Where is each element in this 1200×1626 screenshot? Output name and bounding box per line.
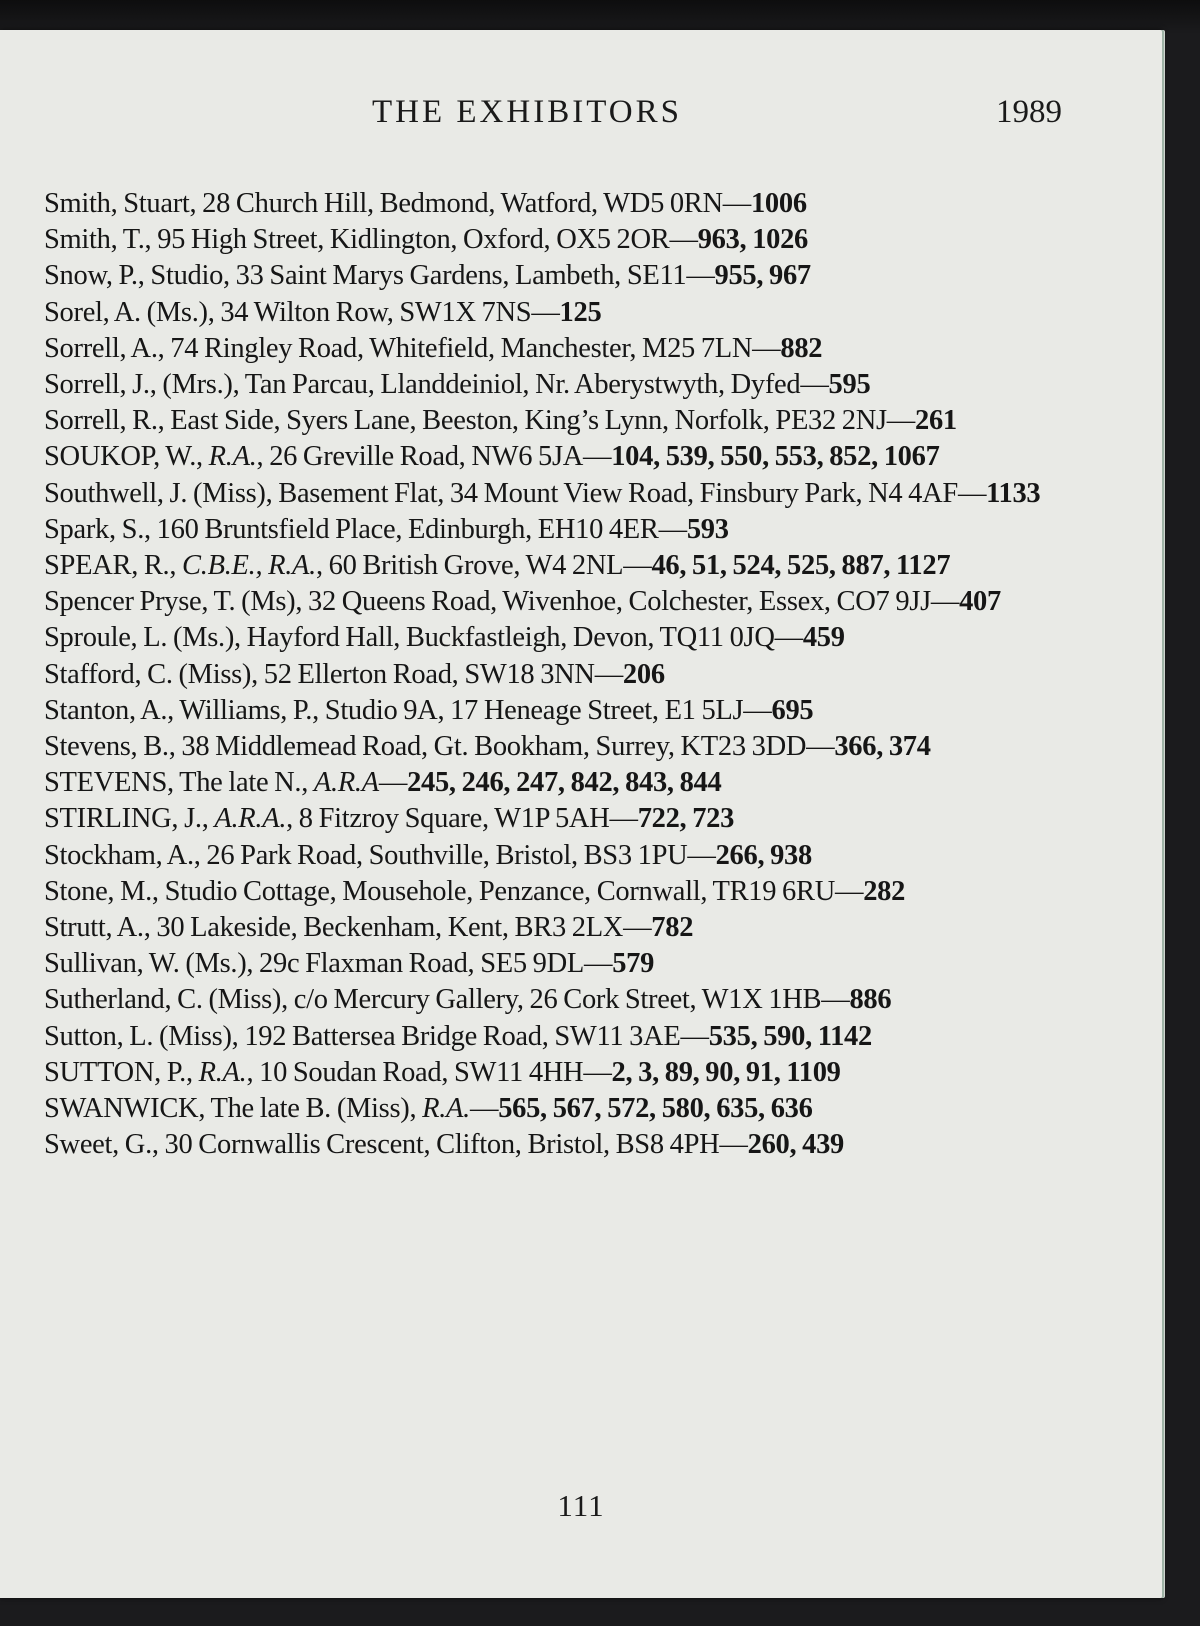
exhibitor-honours: R.A.	[422, 1093, 470, 1125]
exhibitor-name-address: Spark, S., 160 Bruntsfield Place, Edinburgh, EH10 4ER—	[44, 513, 687, 545]
exhibitor-name-address: Stevens, B., 38 Middlemead Road, Gt. Bookham, Surrey, KT23 3DD—	[44, 731, 835, 763]
catalogue-numbers: 782	[651, 912, 694, 944]
exhibitor-entry	[44, 476, 1064, 512]
exhibitor-entry	[44, 1091, 1064, 1127]
exhibitor-name-address: Sutton, L. (Miss), 192 Battersea Bridge Road, SW11 3AE—	[44, 1020, 709, 1052]
exhibitor-name-address: Sorrell, R., East Side, Syers Lane, Beeston, King’s Lynn, Norfolk, PE32 2NJ—	[44, 405, 916, 437]
exhibitor-name-address: Southwell, J. (Miss), Basement Flat, 34 Mount View Road, Finsbury Park, N4 4AF—	[44, 477, 987, 509]
exhibitor-name-address: Stafford, C. (Miss), 52 Ellerton Road, SW18 3NN—	[44, 658, 623, 690]
catalogue-numbers: 722, 723	[637, 803, 735, 835]
exhibitor-entry	[44, 838, 1064, 874]
catalogue-numbers: 595	[828, 369, 871, 401]
exhibitor-name-address: STIRLING, J.,	[44, 803, 215, 835]
exhibitor-address: , 10 Soudan Road, SW11 4HH—	[246, 1056, 612, 1088]
exhibitor-name-address: Stanton, A., Williams, P., Studio 9A, 17 Heneage Street, E1 5LJ—	[44, 694, 772, 726]
exhibitor-name-address: SOUKOP, W.,	[44, 441, 209, 473]
catalogue-numbers: 366, 374	[834, 731, 931, 763]
exhibitor-entry	[44, 295, 1064, 331]
exhibitor-name-address: Spencer Pryse, T. (Ms), 32 Queens Road, Wivenhoe, Colchester, Essex, CO7 9JJ—	[44, 586, 960, 618]
exhibitor-name-address: Sutherland, C. (Miss), c/o Mercury Gallery, 26 Cork Street, W1X 1HB—	[44, 984, 850, 1016]
catalogue-numbers: 261	[915, 405, 957, 437]
exhibitor-entry	[44, 186, 1064, 222]
catalogue-numbers: 695	[771, 694, 814, 726]
catalogue-numbers: 886	[849, 984, 892, 1016]
exhibitor-name-address: SPEAR, R.,	[44, 550, 183, 582]
exhibitor-entry	[44, 657, 1064, 693]
exhibitor-name-address: SWANWICK, The late B. (Miss),	[44, 1093, 423, 1125]
background-top-edge	[0, 0, 1200, 34]
exhibitor-entry	[44, 801, 1064, 837]
exhibitor-name-address: Stockham, A., 26 Park Road, Southville, Bristol, BS3 1PU—	[44, 839, 716, 871]
exhibitor-name-address: STEVENS, The late N.,	[44, 767, 314, 799]
catalogue-numbers: 282	[863, 875, 906, 907]
exhibitor-address: , 60 British Grove, W4 2NL—	[315, 550, 652, 582]
exhibitor-entry	[44, 548, 1064, 584]
exhibitor-name-address: Snow, P., Studio, 33 Saint Marys Gardens, Lambeth, SE11—	[44, 260, 715, 292]
exhibitor-name-address: Smith, Stuart, 28 Church Hill, Bedmond, Watford, WD5 0RN—	[44, 188, 751, 219]
exhibitor-address: , 26 Greville Road, NW6 5JA—	[256, 441, 612, 473]
exhibitor-name-address: Stone, M., Studio Cottage, Mousehole, Penzance, Cornwall, TR19 6RU—	[44, 875, 864, 907]
catalogue-numbers: 579	[612, 948, 655, 980]
exhibitor-name-address: Sweet, G., 30 Cornwallis Crescent, Clifton, Bristol, BS8 4PH—	[44, 1129, 748, 1161]
book-page	[0, 30, 1162, 1598]
exhibitor-name-address: Sullivan, W. (Ms.), 29c Flaxman Road, SE5 9DL—	[44, 948, 613, 980]
exhibitor-name-address: Sproule, L. (Ms.), Hayford Hall, Buckfastleigh, Devon, TQ11 0JQ—	[44, 622, 803, 654]
exhibitor-entry	[44, 1055, 1064, 1091]
catalogue-numbers: 125	[559, 296, 602, 328]
exhibitor-name-address: Sorrell, J., (Mrs.), Tan Parcau, Llanddeiniol, Nr. Aberystwyth, Dyfed—	[44, 369, 829, 401]
exhibitor-address: —	[469, 1093, 499, 1125]
exhibitor-honours: A.R.A.	[214, 803, 287, 835]
exhibitor-name-address: SUTTON, P.,	[44, 1056, 199, 1088]
exhibitor-entry	[44, 620, 1064, 656]
exhibitor-entry	[44, 1127, 1064, 1163]
exhibitor-entry	[44, 584, 1064, 620]
page-title: THE EXHIBITORS	[372, 94, 682, 130]
running-head	[0, 92, 1162, 142]
exhibitor-entry	[44, 403, 1064, 439]
exhibitor-name-address: Sorel, A. (Ms.), 34 Wilton Row, SW1X 7NS—	[44, 296, 560, 328]
catalogue-numbers: 206	[622, 658, 665, 690]
exhibitor-entry	[44, 874, 1064, 910]
exhibitor-entry	[44, 910, 1064, 946]
exhibitor-entry	[44, 946, 1064, 982]
catalogue-numbers: 2, 3, 89, 90, 91, 1109	[611, 1056, 841, 1088]
catalogue-numbers: 882	[780, 332, 823, 364]
catalogue-numbers: 963, 1026	[697, 224, 808, 256]
exhibitor-entry	[44, 222, 1064, 258]
exhibitor-address: —	[378, 767, 408, 799]
exhibitor-address: , 8 Fitzroy Square, W1P 5AH—	[286, 803, 638, 835]
exhibitor-name-address: Strutt, A., 30 Lakeside, Beckenham, Kent, BR3 2LX—	[44, 912, 652, 944]
exhibitor-honours: C.B.E., R.A.	[182, 550, 316, 582]
catalogue-numbers: 535, 590, 1142	[708, 1020, 872, 1052]
exhibitor-name-address: Smith, T., 95 High Street, Kidlington, Oxford, OX5 2OR—	[44, 224, 698, 256]
catalogue-numbers: 46, 51, 524, 525, 887, 1127	[651, 550, 951, 582]
exhibitor-list	[44, 186, 1064, 1163]
catalogue-numbers: 955, 967	[714, 260, 811, 292]
page-year: 1989	[996, 94, 1062, 130]
catalogue-numbers: 1133	[986, 477, 1041, 509]
catalogue-numbers: 266, 938	[715, 839, 812, 871]
exhibitor-name-address: Sorrell, A., 74 Ringley Road, Whitefield, Manchester, M25 7LN—	[44, 332, 781, 364]
catalogue-numbers: 459	[802, 622, 845, 654]
exhibitor-entry	[44, 765, 1064, 801]
exhibitor-entry	[44, 729, 1064, 765]
catalogue-numbers: 245, 246, 247, 842, 843, 844	[407, 767, 722, 799]
exhibitor-entry	[44, 1019, 1064, 1055]
exhibitor-entry	[44, 982, 1064, 1018]
exhibitor-honours: R.A.	[198, 1056, 247, 1088]
catalogue-numbers: 1006	[750, 188, 807, 219]
catalogue-numbers: 104, 539, 550, 553, 852, 1067	[611, 441, 940, 473]
catalogue-numbers: 260, 439	[747, 1129, 844, 1161]
exhibitor-honours: A.R.A	[313, 767, 379, 799]
catalogue-numbers: 593	[686, 513, 729, 545]
page-number: 111	[557, 1488, 605, 1523]
exhibitor-entry	[44, 439, 1064, 475]
exhibitor-entry	[44, 331, 1064, 367]
catalogue-numbers: 407	[959, 586, 1001, 618]
exhibitor-entry	[44, 693, 1064, 729]
exhibitor-honours: R.A.	[208, 441, 257, 473]
exhibitor-entry	[44, 512, 1064, 548]
exhibitor-entry	[44, 258, 1064, 294]
exhibitor-entry	[44, 367, 1064, 403]
catalogue-numbers: 565, 567, 572, 580, 635, 636	[498, 1093, 813, 1125]
